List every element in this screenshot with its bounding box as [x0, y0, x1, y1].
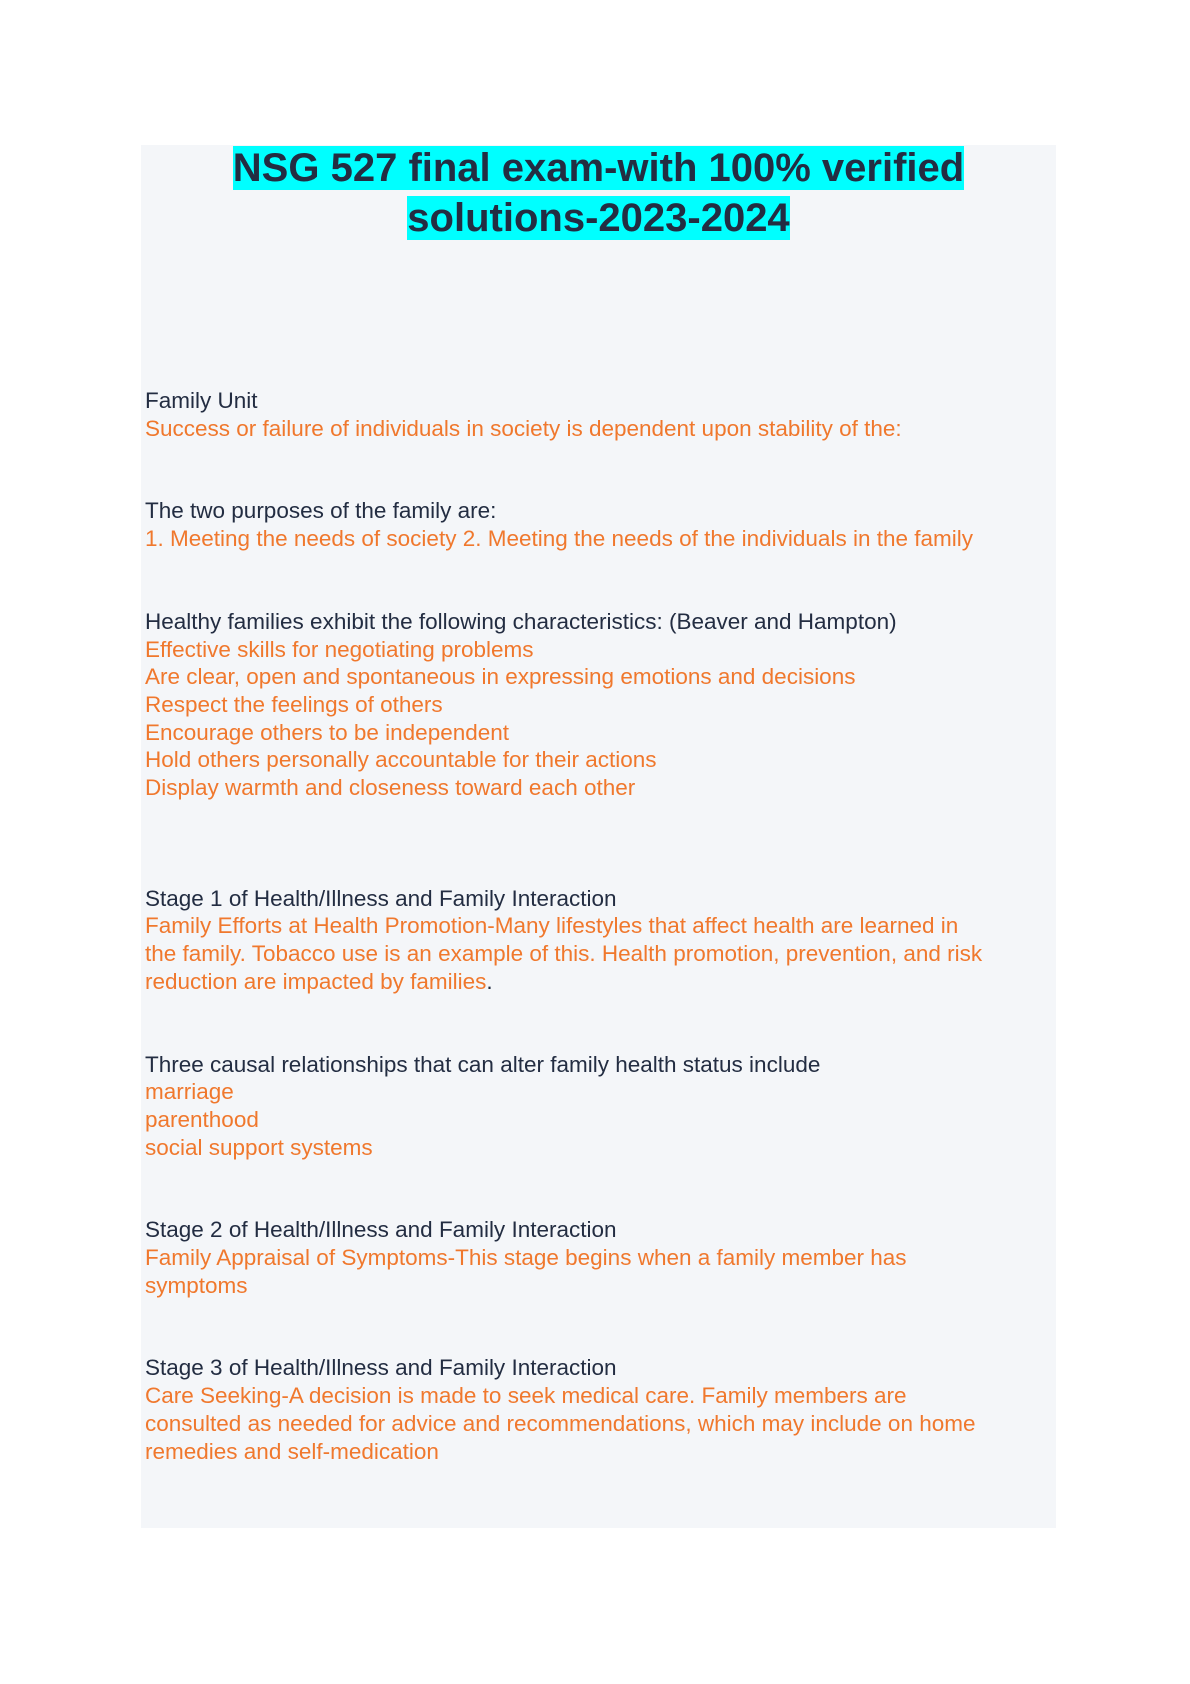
question-text: Three causal relationships that can alter family health status include: [145, 1051, 821, 1077]
title-line-1: NSG 527 final exam-with 100% verified: [232, 146, 965, 190]
qa-item-family-unit: [145, 387, 1055, 442]
qa-item-causal-relationships: [145, 1051, 1055, 1162]
qa-list: [145, 387, 1055, 1465]
qa-item-family-purposes: [145, 497, 1055, 552]
question-text: Stage 2 of Health/Illness and Family Interaction: [145, 1217, 617, 1243]
answer-text: social support systems: [145, 1134, 373, 1160]
answer-text: Care Seeking-A decision is made to seek medical care. Family members are: [145, 1383, 907, 1409]
answer-text: the family. Tobacco use is an example of this. Health promotion, prevention, and risk: [145, 941, 983, 967]
answer-text: Family Efforts at Health Promotion-Many lifestyles that affect health are learned in: [145, 913, 959, 939]
qa-item-healthy-families: [145, 608, 1055, 802]
answer-text: 1. Meeting the needs of society 2. Meeting the needs of the individuals in the family: [145, 526, 973, 552]
answer-text: symptoms: [145, 1272, 248, 1298]
answer-text: Encourage others to be independent: [145, 719, 510, 745]
answer-text: Display warmth and closeness toward each other: [145, 775, 636, 801]
question-text: The two purposes of the family are:: [145, 498, 497, 524]
qa-item-stage-3: [145, 1354, 1055, 1465]
qa-item-stage-1: [145, 885, 1055, 996]
question-text: Stage 1 of Health/Illness and Family Interaction: [145, 885, 617, 911]
title-line-2: solutions-2023-2024: [407, 196, 790, 240]
answer-text: Respect the feelings of others: [145, 691, 443, 717]
answer-text: marriage: [145, 1079, 234, 1105]
answer-text: Effective skills for negotiating problems: [145, 636, 534, 662]
answer-text: Are clear, open and spontaneous in expressing emotions and decisions: [145, 664, 856, 690]
answer-text: Hold others personally accountable for their actions: [145, 747, 657, 773]
answer-text: Success or failure of individuals in society is dependent upon stability of the:: [145, 415, 902, 441]
question-text: Healthy families exhibit the following characteristics: (Beaver and Hampton): [145, 608, 897, 634]
answer-text: Family Appraisal of Symptoms-This stage begins when a family member has: [145, 1245, 907, 1271]
answer-text: remedies and self-medication: [145, 1438, 439, 1464]
answer-text: parenthood: [145, 1106, 259, 1132]
question-text: Stage 3 of Health/Illness and Family Interaction: [145, 1355, 617, 1381]
document-title: [141, 143, 1056, 243]
trailing-period: .: [486, 968, 493, 994]
answer-text: consulted as needed for advice and recommendations, which may include on home: [145, 1410, 976, 1436]
question-text: Family Unit: [145, 388, 258, 413]
answer-text: reduction are impacted by families: [145, 968, 487, 994]
qa-item-stage-2: [145, 1216, 1055, 1299]
